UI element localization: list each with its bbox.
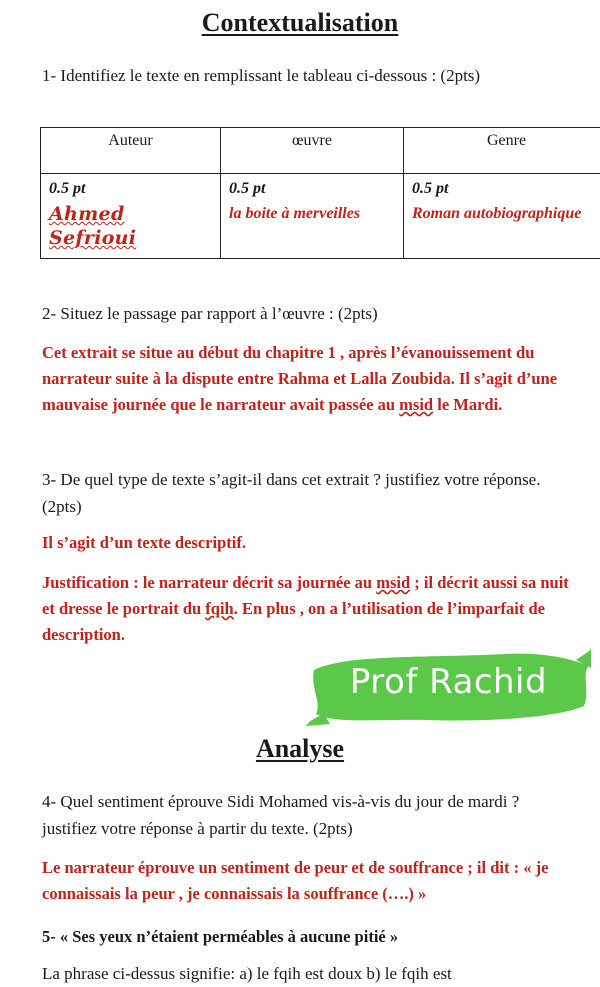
answer-3-justification <box>42 570 582 648</box>
work-value: la boite à merveilles <box>229 202 395 226</box>
answer-2-term: msid <box>399 395 433 414</box>
answer-4: Le narrateur éprouve un sentiment de peur et de souffrance ; il dit : « je connaissais la peur , je connaissais la souffrance (….) » <box>42 855 582 907</box>
justification-text-middle: ; il décrit aussi sa nuit et dresse le portrait du <box>42 573 569 618</box>
section-title-analyse: Analyse <box>0 734 600 764</box>
watermark-stamp <box>306 648 591 726</box>
header-oeuvre: œuvre <box>221 128 404 174</box>
table-header-row <box>41 128 600 174</box>
cell-auteur <box>41 174 221 259</box>
answer-2-text: Cet extrait se situe au début du chapitre 1 , après l’évanouissement du narrateur suite à la dispute entre Rahma et Lalla Zoubida. Il s’agit d’une mauvaise journée que le narrateur avait passée au <box>42 343 557 414</box>
genre-value: Roman autobiographique <box>412 202 600 226</box>
justification-text-end: . En plus , on a l’utilisation de l’imparfait de description. <box>42 599 545 644</box>
question-5-continuation: La phrase ci-dessus signifie: a) le fqih est doux b) le fqih est <box>42 960 572 987</box>
justification-term-fqih: fqih <box>205 599 233 618</box>
header-auteur: Auteur <box>41 128 221 174</box>
question-4: 4- Quel sentiment éprouve Sidi Mohamed vis-à-vis du jour de mardi ? justifiez votre réponse à partir du texte. (2pts) <box>42 788 572 842</box>
points-label: 0.5 pt <box>49 180 212 198</box>
answer-2 <box>42 340 582 418</box>
header-genre: Genre <box>404 128 600 174</box>
cell-genre <box>404 174 600 259</box>
justification-text: Justification : le narrateur décrit sa journée au <box>42 573 376 592</box>
identification-table <box>40 127 600 259</box>
answer-3-type: Il s’agit d’un texte descriptif. <box>42 530 582 556</box>
justification-term-msid: msid <box>376 573 410 592</box>
stamp-text: Prof Rachid <box>306 662 591 702</box>
table-row <box>41 174 600 259</box>
points-label: 0.5 pt <box>412 180 600 198</box>
answer-2-text-end: le Mardi. <box>433 395 502 414</box>
question-5: 5- « Ses yeux n’étaient perméables à aucune pitié » <box>42 924 582 950</box>
question-1: 1- Identifiez le texte en remplissant le tableau ci-dessous : (2pts) <box>42 62 572 89</box>
section-title-contextualisation: Contextualisation <box>0 8 600 38</box>
author-value: Ahmed Sefrioui <box>49 202 212 250</box>
question-3: 3- De quel type de texte s’agit-il dans cet extrait ? justifiez votre réponse. (2pts) <box>42 466 572 520</box>
question-2: 2- Situez le passage par rapport à l’œuvre : (2pts) <box>42 300 572 327</box>
points-label: 0.5 pt <box>229 180 395 198</box>
cell-oeuvre <box>221 174 404 259</box>
